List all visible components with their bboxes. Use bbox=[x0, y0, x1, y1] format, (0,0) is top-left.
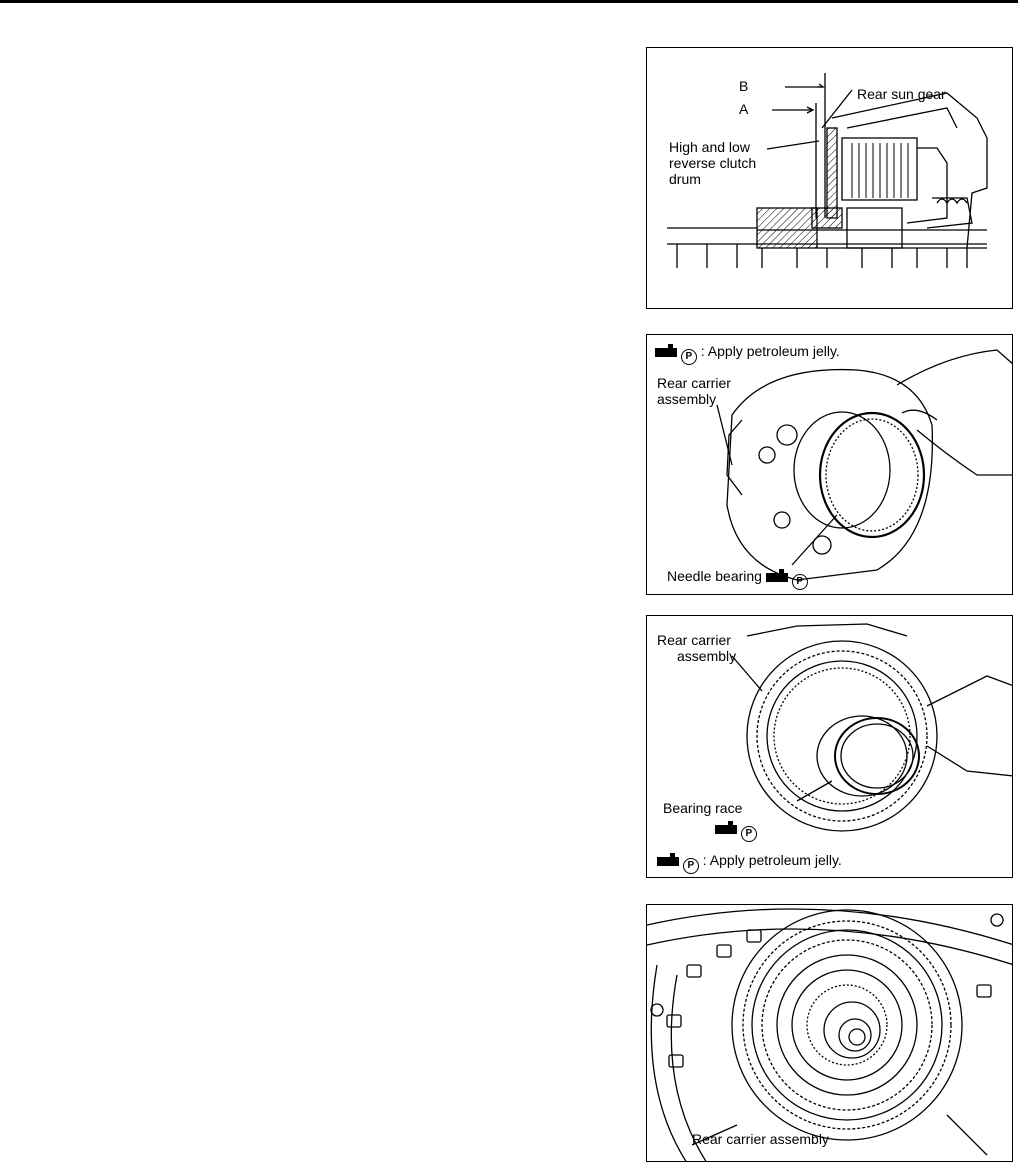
rear-carrier-needle-bearing-drawing bbox=[647, 335, 1013, 595]
figure-rear-sun-gear-drum bbox=[646, 47, 1013, 309]
petroleum-jelly-icon: P bbox=[792, 574, 808, 590]
label-high-low-reverse-clutch-drum: High and low reverse clutch drum bbox=[669, 139, 757, 187]
label-a: A bbox=[739, 101, 749, 117]
figure-bearing-race bbox=[646, 615, 1013, 878]
label-rear-carrier-assembly: Rear carrier assembly bbox=[657, 632, 737, 664]
legend-apply-petroleum-jelly: P : Apply petroleum jelly. bbox=[655, 343, 840, 365]
rear-carrier-installed-drawing bbox=[647, 905, 1013, 1162]
petroleum-jelly-icon: P bbox=[741, 826, 757, 842]
grease-applicator-icon bbox=[657, 857, 679, 866]
figure-needle-bearing bbox=[646, 334, 1013, 595]
grease-applicator-icon bbox=[766, 573, 788, 582]
grease-applicator-icon bbox=[655, 348, 677, 357]
grease-applicator-icon bbox=[715, 825, 737, 834]
bearing-race-jelly-marker bbox=[715, 820, 757, 842]
label-b: B bbox=[739, 78, 749, 94]
legend-apply-petroleum-jelly: P : Apply petroleum jelly. bbox=[657, 852, 842, 874]
label-rear-carrier-assembly: Rear carrier assembly bbox=[657, 375, 731, 407]
figure-rear-carrier-installed bbox=[646, 904, 1013, 1162]
label-bearing-race: Bearing race bbox=[663, 800, 743, 816]
header-rule bbox=[0, 0, 1018, 3]
petroleum-jelly-icon: P bbox=[683, 858, 699, 874]
label-needle-bearing: Needle bearing P bbox=[667, 568, 808, 590]
label-rear-carrier-assembly: Rear carrier assembly bbox=[692, 1131, 829, 1147]
label-rear-sun-gear: Rear sun gear bbox=[857, 86, 946, 102]
petroleum-jelly-icon: P bbox=[681, 349, 697, 365]
